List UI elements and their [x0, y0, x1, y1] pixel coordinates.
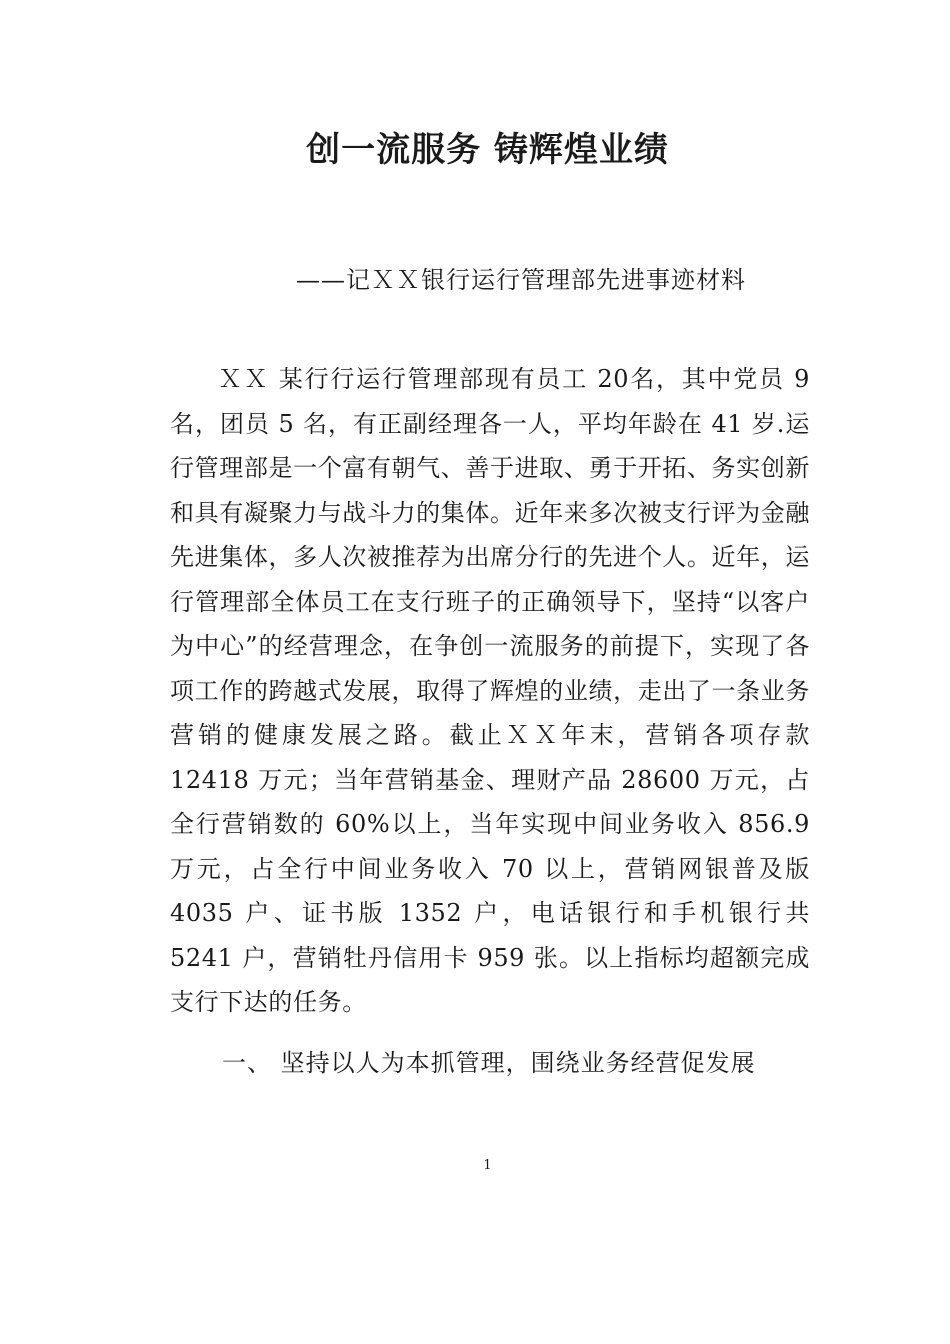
document-title: 创一流服务 铸辉煌业绩	[306, 130, 669, 170]
section-heading: 一、 坚持以人为本抓管理，围绕业务经营促发展	[222, 1049, 756, 1077]
body-paragraph: ＸＸ 某行行运行管理部现有员工 20名，其中党员 9 名，团员 5 名，有正副经理各一人，平均年龄在 41 岁.运行管理部是一个富有朝气、善于进取、勇于开拓、务实创新和具有凝聚力与战斗力的集体。近年来多次被支行评为金融先进集体，多人次被推荐为出席分行的先进个人。近年，运行管理部全体员工在支行班子的正确领导下，坚持“以客户为中心”的经营理念，在争创一流服务的前提下，实现了各项工作的跨越式发展，取得了辉煌的业绩，走出了一条业务营销的健康发展之路。截止ＸＸ年末，营销各项存款 12418 万元；当年营销基金、理财产品 28600 万元，占全行营销数的 60%以上，当年实现中间业务收入 856.9 万元，占全行中间业务收入 70 以上，营销网银普及版 4035 户、证书版 1352 户，电话银行和手机银行共 5241 户，营销牡丹信用卡 959 张。以上指标均超额完成支行下达的任务。	[170, 365, 810, 1016]
document-subtitle: ——记ＸＸ银行运行管理部先进事迹材料	[296, 266, 746, 294]
page-number: 1	[483, 1158, 492, 1173]
